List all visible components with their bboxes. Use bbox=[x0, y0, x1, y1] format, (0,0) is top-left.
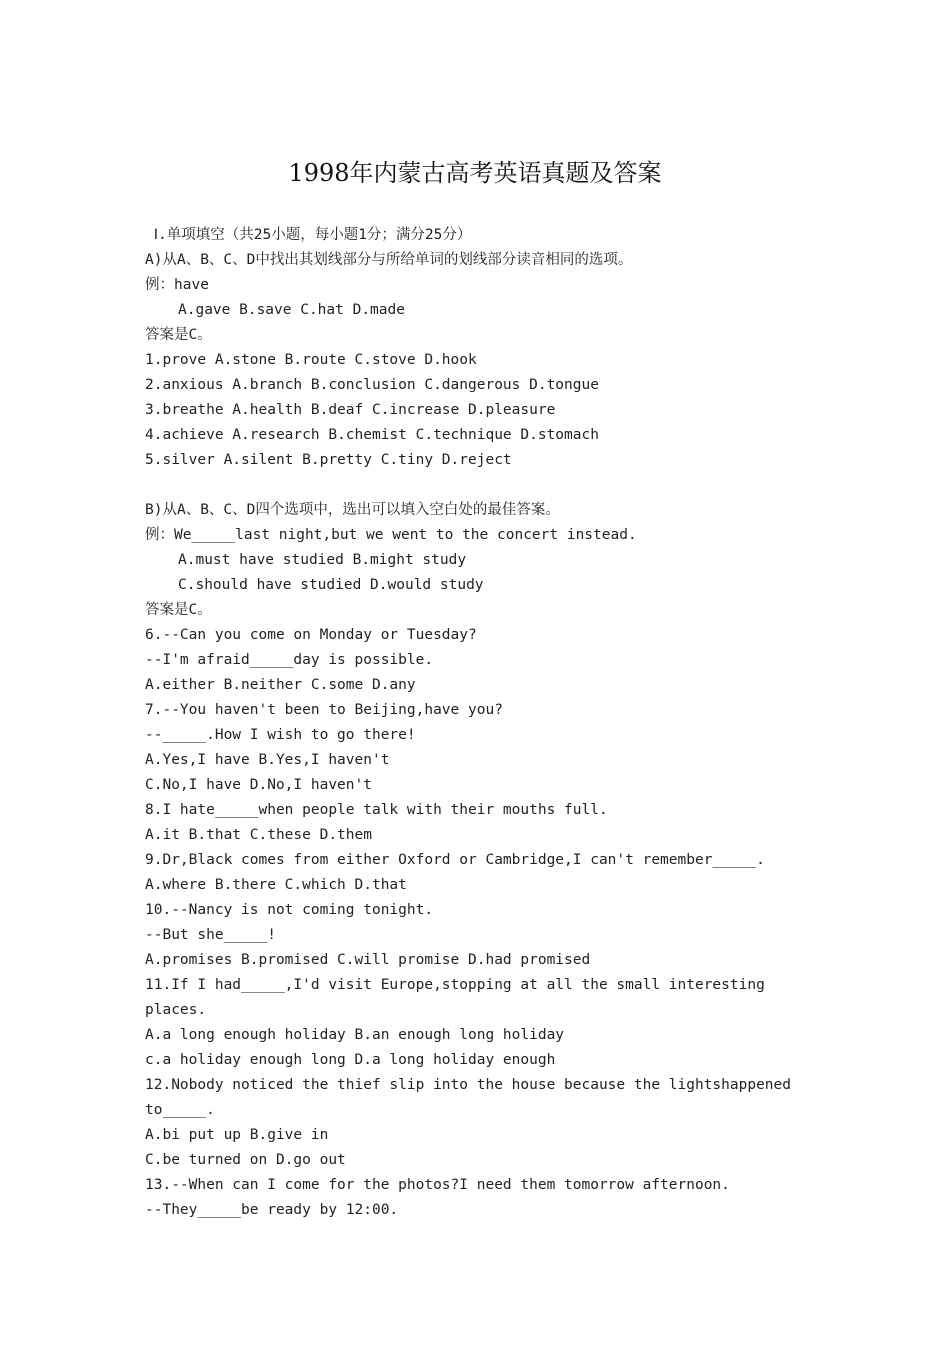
text-line: 例：We_____last night,but we went to the concert instead. bbox=[145, 527, 637, 543]
document-body bbox=[145, 223, 792, 1223]
text-line: A.must have studied B.might study bbox=[178, 552, 467, 568]
text-line: 4.achieve A.research B.chemist C.technique D.stomach bbox=[145, 427, 599, 443]
text-line: 5.silver A.silent B.pretty C.tiny D.reject bbox=[145, 452, 512, 468]
text-line: 1.prove A.stone B.route C.stove D.hook bbox=[145, 352, 477, 368]
text-line: C.No,I have D.No,I haven't bbox=[145, 777, 372, 793]
text-line: A.it B.that C.these D.them bbox=[145, 827, 372, 843]
text-line: A.either B.neither C.some D.any bbox=[145, 677, 416, 693]
text-line: C.be turned on D.go out bbox=[145, 1152, 346, 1168]
text-line: --But she_____! bbox=[145, 927, 276, 943]
text-line: A.Yes,I have B.Yes,I haven't bbox=[145, 752, 390, 768]
text-line: --_____.How I wish to go there! bbox=[145, 727, 416, 743]
text-line: A.gave B.save C.hat D.made bbox=[178, 302, 405, 318]
document-title: 1998年内蒙古高考英语真题及答案 bbox=[288, 159, 662, 187]
text-line: to_____. bbox=[145, 1102, 215, 1118]
text-line: 答案是C。 bbox=[145, 327, 212, 343]
text-line: --They_____be ready by 12:00. bbox=[145, 1202, 399, 1218]
text-line bbox=[145, 473, 785, 498]
text-line: Ⅰ.单项填空（共25小题，每小题1分；满分25分） bbox=[145, 227, 472, 243]
text-line: A)从A、B、C、D中找出其划线部分与所给单词的划线部分读音相同的选项。 bbox=[145, 252, 633, 268]
text-line: c.a holiday enough long D.a long holiday enough bbox=[145, 1052, 556, 1068]
text-line: 例：have bbox=[145, 277, 209, 293]
text-line: 6.--Can you come on Monday or Tuesday? bbox=[145, 627, 477, 643]
text-line: A.a long enough holiday B.an enough long holiday bbox=[145, 1027, 565, 1043]
text-line: 8.I hate_____when people talk with their mouths full. bbox=[145, 802, 608, 818]
text-line: B)从A、B、C、D四个选项中，选出可以填入空白处的最佳答案。 bbox=[145, 502, 560, 518]
text-line: 11.If I had_____,I'd visit Europe,stopping at all the small interesting bbox=[145, 977, 765, 993]
text-line: 7.--You haven't been to Beijing,have you? bbox=[145, 702, 503, 718]
text-line: A.promises B.promised C.will promise D.had promised bbox=[145, 952, 591, 968]
text-line: 答案是C。 bbox=[145, 602, 212, 618]
text-line: 2.anxious A.branch B.conclusion C.dangerous D.tongue bbox=[145, 377, 599, 393]
text-line: 9.Dr,Black comes from either Oxford or Cambridge,I can't remember_____. bbox=[145, 852, 765, 868]
text-line: 3.breathe A.health B.deaf C.increase D.pleasure bbox=[145, 402, 556, 418]
text-line: C.should have studied D.would study bbox=[178, 577, 484, 593]
text-line: 13.--When can I come for the photos?I need them tomorrow afternoon. bbox=[145, 1177, 730, 1193]
text-line: --I'm afraid_____day is possible. bbox=[145, 652, 434, 668]
text-line: A.bi put up B.give in bbox=[145, 1127, 329, 1143]
text-line: A.where B.there C.which D.that bbox=[145, 877, 407, 893]
text-line: 10.--Nancy is not coming tonight. bbox=[145, 902, 434, 918]
text-line: 12.Nobody noticed the thief slip into the house because the lightshappened bbox=[145, 1077, 792, 1093]
text-line: places. bbox=[145, 1002, 207, 1018]
